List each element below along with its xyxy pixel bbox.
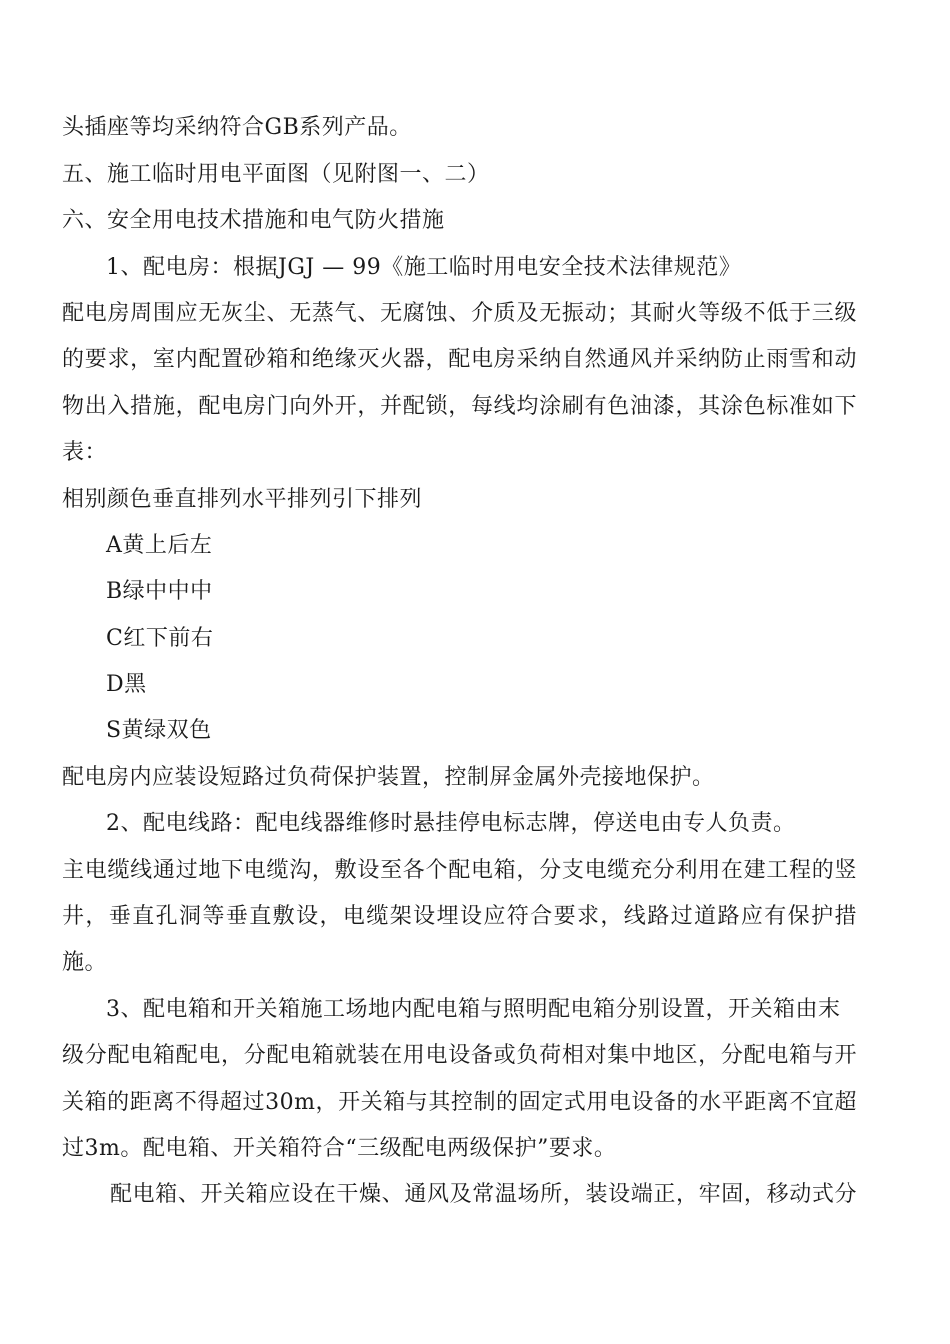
subsection-heading-2: 2、配电线路：配电线器维修时悬挂停电标志牌，停送电由专人负责。	[106, 811, 796, 836]
paragraph-line: 物出入措施，配电房门向外开，并配锁，每线均涂刷有色油漆，其涂色标准如下	[62, 394, 857, 419]
paragraph-line: 关箱的距离不得超过30m，开关箱与其控制的固定式用电设备的水平距离不宜超	[62, 1090, 857, 1115]
section-heading-6: 六、安全用电技术措施和电气防火措施	[62, 208, 445, 233]
paragraph-line: 配电房周围应无灰尘、无蒸气、无腐蚀、介质及无振动；其耐火等级不低于三级	[62, 301, 857, 326]
paragraph-line: 过3m。配电箱、开关箱符合“三级配电两级保护”要求。	[62, 1136, 617, 1161]
paragraph-line: 的要求，室内配置砂箱和绝缘灭火器，配电房采纳自然通风并采纳防止雨雪和动	[62, 347, 857, 372]
table-row: D黑	[106, 672, 147, 697]
table-row: S黄绿双色	[106, 718, 212, 743]
section-heading-5: 五、施工临时用电平面图（见附图一、二）	[62, 162, 490, 187]
subsection-heading-1: 1、配电房：根据JGJ — 99《施工临时用电安全技术法律规范》	[106, 255, 742, 280]
paragraph-line: 配电箱、开关箱应设在干燥、通风及常温场所，装设端正，牢固，移动式分	[110, 1182, 857, 1207]
table-row: C红下前右	[106, 626, 214, 651]
paragraph-line: 级分配电箱配电，分配电箱就装在用电设备或负荷相对集中地区，分配电箱与开	[62, 1043, 857, 1068]
paragraph-line: 配电房内应装设短路过负荷保护装置，控制屏金属外壳接地保护。	[62, 765, 715, 790]
table-row: B绿中中中	[106, 579, 213, 604]
subsection-heading-3: 3、配电箱和开关箱施工场地内配电箱与照明配电箱分别设置，开关箱由末	[106, 997, 841, 1022]
text-line-1: 头插座等均采纳符合GB系列产品。	[62, 115, 412, 140]
table-row: A黄上后左	[106, 533, 213, 558]
paragraph-line: 表：	[62, 440, 108, 465]
table-header-line: 相别颜色垂直排列水平排列引下排列	[62, 487, 423, 512]
paragraph-line: 井，垂直孔洞等垂直敷设，电缆架设埋设应符合要求，线路过道路应有保护措	[62, 904, 857, 929]
paragraph-line: 主电缆线通过地下电缆沟，敷设至各个配电箱，分支电缆充分利用在建工程的竖	[62, 858, 857, 883]
paragraph-line: 施。	[62, 950, 108, 975]
